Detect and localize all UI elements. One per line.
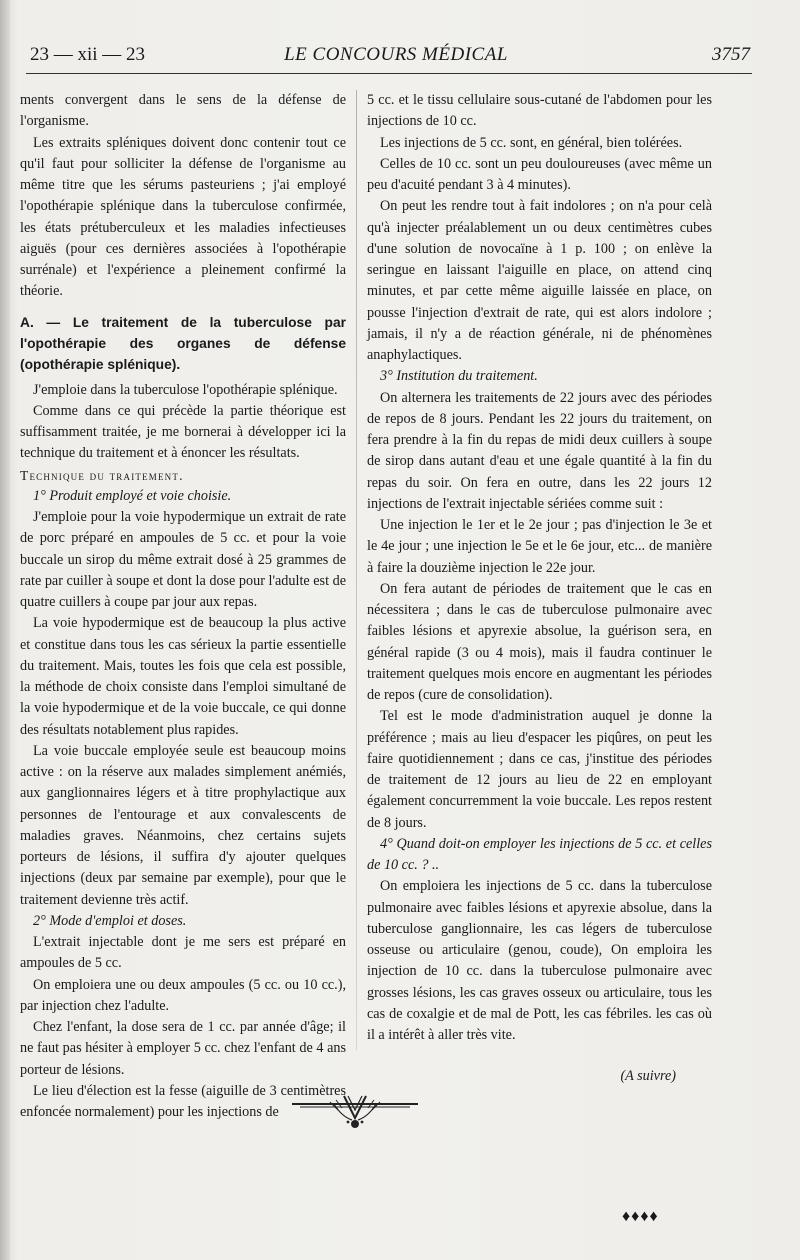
column-divider: [356, 90, 357, 1050]
section-heading: A. — Le traitement de la tuberculose par l'opothérapie des organes de défense (opothérapie splénique).: [20, 314, 346, 372]
paragraph: On emploiera une ou deux ampoules (5 cc. ou 10 cc.), par injection chez l'adulte.: [20, 976, 346, 1014]
subsection-title: 4° Quand doit-on employer les injections de 5 cc. et celles de 10 cc. ? ..: [367, 835, 712, 873]
footer-diamonds: ♦♦♦♦: [622, 1208, 659, 1225]
paragraph: 5 cc. et le tissu cellulaire sous-cutané de l'abdomen pour les injections de 10 cc.: [367, 92, 712, 130]
binding-gutter: [0, 0, 10, 1260]
running-header: [22, 44, 770, 70]
subsection-title: 1° Produit employé et voie choisie.: [33, 487, 232, 504]
paragraph: On alternera les traitements de 22 jours avec des périodes de repos de 8 jours. Pendant les 22 jours du traitement, on fera prendre à la fin du repas de midi deux cuillers à soupe de sirop dans autant d'eau et une égale quantité à la fin du repas du soir. On fera en outre, dans les 22 jours 12 injections de l'extrait injectable sériées comme suit :: [367, 389, 712, 512]
left-column: [20, 90, 346, 1123]
paragraph: On peut les rendre tout à fait indolores ; on n'a pour celà qu'à injecter préalablement un ou deux centimètres cubes d'une solution de novocaïne à 1 p. 100 ; on enlève la seringue en laissant l'aiguille en place, on attend cinq minutes, et par cette même aiguille laissée en place, on pousse l'injection d'extrait de rate, qui est alors indolore ; jamais, il n'y a de réaction générale, ni de phénomènes anaphylactiques.: [367, 198, 712, 363]
paragraph: Chez l'enfant, la dose sera de 1 cc. par année d'âge; il ne faut pas hésiter à employer 5 cc. chez l'enfant de 4 ans porteur de lésions.: [20, 1019, 346, 1078]
paragraph: La voie buccale employée seule est beaucoup moins active : on la réserve aux malades simplement anémiés, aux ganglionnaires légers et à titre prophylactique aux personnes de l'entourage et aux convalescents de maladies graves. Néanmoins, chez certains sujets porteurs de lésions, il suffira d'y ajouter quelques injections (deux par semaine par exemple), pour que le traitement devienne très actif.: [20, 742, 346, 908]
subsection-title: 2° Mode d'emploi et doses.: [33, 912, 187, 929]
ornament-icon: [290, 1088, 420, 1132]
journal-title: LE CONCOURS MÉDICAL: [284, 44, 508, 65]
paragraph: Le lieu d'élection est la fesse (aiguille de 3 centimètres enfoncée normalement) pour les injections de: [20, 1082, 346, 1120]
paragraph: Une injection le 1er et le 2e jour ; pas d'injection le 3e et le 4e jour ; une injection le 5e et le 6e jour, etc... de manière à faire la douzième injection le 22e jour.: [367, 517, 712, 576]
paragraph: Les extraits spléniques doivent donc contenir tout ce qu'il faut pour solliciter la défense de l'organisme au même titre que les sérums pasteuriens ; j'ai employé l'opothérapie splénique dans la tuberculose confirmée, les états prétuberculeux et les maladies infectieuses aiguës (pour ces dernières associées à l'opothérapie surrénale) et l'expérience a pleinement confirmé la théorie.: [20, 134, 346, 300]
paragraph: La voie hypodermique est de beaucoup la plus active et constitue dans tous les cas sérieux la partie essentielle du traitement. Mais, toutes les fois que cela est possible, la méthode de choix consiste dans l'emploi simultané de la voie hypodermique et de la voie buccale, ce qui donne des résultats notablement plus rapides.: [20, 615, 346, 738]
paragraph: Les injections de 5 cc. sont, en général, bien tolérées.: [380, 134, 683, 151]
paragraph: J'emploie pour la voie hypodermique un extrait de rate de porc préparé en ampoules de 5 cc. et pour la voie buccale un sirop du même extrait dosé à 25 grammes de rate par cuiller à soupe et dont la dose pour l'adulte est de quatre cuillers à coupe par jour aux repas.: [20, 509, 346, 610]
page-number: 3757: [712, 44, 750, 65]
paragraph: Celles de 10 cc. sont un peu douloureuses (avec même un peu d'acuité pendant 3 à 4 minutes).: [367, 155, 712, 193]
paragraph: On emploiera les injections de 5 cc. dans la tuberculose pulmonaire avec faibles lésions et apyrexie absolue, dans la tuberculose ganglionnaire, les cas légers de tuberculose osseuse ou articulaire (genou, coude), On emploira les injection de 10 cc. dans la tuberculose pulmonaire avec grosses lésions, les cas graves osseux ou articulaire, tous les cas de coxalgie et de mal de Pott, les cas fébriles. les cas où il a intérêt à aller très vite.: [367, 878, 712, 1043]
paragraph: L'extrait injectable dont je me sers est préparé en ampoules de 5 cc.: [20, 934, 346, 972]
paragraph: Tel est le mode d'administration auquel je donne la préférence ; mais au lieu d'espacer les piqûres, on peut les faire quotidiennement ; dans ce cas, j'institue des périodes de traitement de 12 jours au lieu de 22 en employant également concurremment la voie buccale. Les repos restent de 8 jours.: [367, 708, 712, 831]
continued-note: (A suivre): [620, 1068, 676, 1085]
header-date: 23 — xii — 23: [30, 44, 146, 65]
subsection-title: 3° Institution du traitement.: [380, 368, 538, 385]
header-rule: [26, 73, 752, 74]
paragraph: J'emploie dans la tuberculose l'opothérapie splénique.: [33, 381, 338, 398]
paragraph: On fera autant de périodes de traitement que le cas en nécessitera ; dans le cas de tuberculose pulmonaire avec faibles lésions et apyrexie absolue, la guérison sera, en général rapide (3 ou 4 mois), mais il faudra continuer le traitement quelques mois encore en augmentant les périodes de repos (cure de consolidation).: [367, 580, 712, 703]
right-column: [367, 90, 712, 1088]
paragraph: ments convergent dans le sens de la défense de l'organisme.: [20, 92, 346, 130]
subsection-heading: Technique du traitement.: [20, 467, 184, 483]
paragraph: Comme dans ce qui précède la partie théorique est suffisamment traitée, je me bornerai à développer ici la technique du traitement et à énoncer les résultats.: [20, 402, 346, 462]
